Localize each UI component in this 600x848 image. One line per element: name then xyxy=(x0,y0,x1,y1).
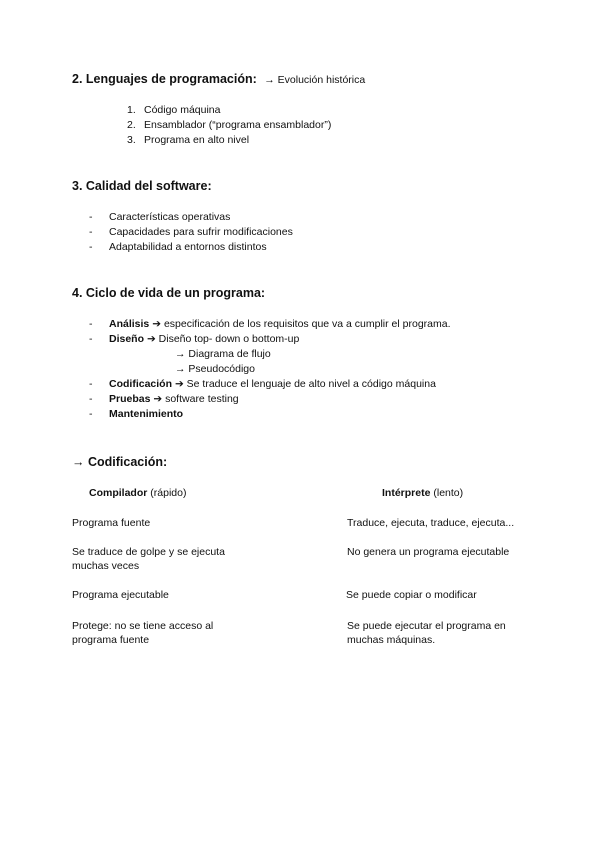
list-text: Programa en alto nivel xyxy=(144,134,250,146)
bullet-dash: - xyxy=(89,408,93,420)
term: Pruebas xyxy=(109,393,151,405)
section-2-heading xyxy=(72,72,365,86)
bullet-dash: - xyxy=(89,211,93,223)
arrow-icon: ➔ xyxy=(174,378,184,390)
arrow-icon: ➔ xyxy=(146,333,156,345)
term: Codificación xyxy=(109,378,173,390)
interprete-cell: No genera un programa ejecutable xyxy=(347,546,510,558)
compilador-label: Compilador xyxy=(89,487,148,499)
compilador-cell: Programa fuente xyxy=(72,517,151,529)
term-description: especificación de los requisitos que va a cumplir el programa. xyxy=(163,318,451,330)
list-number: 1. xyxy=(127,104,136,116)
diseno-sub-item: → Diagrama de flujo xyxy=(175,348,271,360)
compilador-note: (rápido) xyxy=(150,487,187,499)
section-2-note: → Evolución histórica xyxy=(264,74,366,86)
list-number: 2. xyxy=(127,119,136,131)
diseno-sub-item: → Pseudocódigo xyxy=(175,363,255,375)
list-text: Capacidades para sufrir modificaciones xyxy=(109,226,293,238)
compilador-cell: Protege: no se tiene acceso al programa fuente xyxy=(72,620,214,646)
interprete-note: (lento) xyxy=(433,487,464,499)
term: Diseño xyxy=(109,333,145,345)
compilador-header xyxy=(89,487,186,499)
term-description: software testing xyxy=(165,393,239,405)
section-2-title: 2. Lenguajes de programación: xyxy=(72,72,257,86)
arrow-icon: ➔ xyxy=(152,318,162,330)
bullet-dash: - xyxy=(89,241,93,253)
interprete-cell: Traduce, ejecuta, traduce, ejecuta... xyxy=(347,517,515,529)
interprete-header xyxy=(382,487,463,499)
term: Análisis xyxy=(109,318,150,330)
interprete-label: Intérprete xyxy=(382,487,431,499)
interprete-cell: Se puede ejecutar el programa en muchas máquinas. xyxy=(347,620,506,646)
list-number: 3. xyxy=(127,134,136,146)
list-text: Ensamblador (“programa ensamblador”) xyxy=(144,119,332,131)
arrow-icon: ➔ xyxy=(153,393,163,405)
section-4-title: 4. Ciclo de vida de un programa: xyxy=(72,286,266,300)
list-text: Código máquina xyxy=(144,104,221,116)
compilador-cell: Se traduce de golpe y se ejecuta muchas veces xyxy=(72,546,225,572)
term-description: Diseño top- down o bottom-up xyxy=(158,333,300,345)
compilador-cell: Programa ejecutable xyxy=(72,589,169,601)
section-3-title: 3. Calidad del software: xyxy=(72,179,212,193)
list-text: Adaptabilidad a entornos distintos xyxy=(109,241,267,253)
interprete-cell: Se puede copiar o modificar xyxy=(346,589,477,601)
codificacion-title: → Codificación: xyxy=(72,455,168,469)
term: Mantenimiento xyxy=(109,408,184,420)
term-description: Se traduce el lenguaje de alto nivel a código máquina xyxy=(186,378,436,390)
bullet-dash: - xyxy=(89,393,93,405)
bullet-dash: - xyxy=(89,333,93,345)
bullet-dash: - xyxy=(89,378,93,390)
bullet-dash: - xyxy=(89,226,93,238)
bullet-dash: - xyxy=(89,318,93,330)
list-text: Características operativas xyxy=(109,211,231,223)
